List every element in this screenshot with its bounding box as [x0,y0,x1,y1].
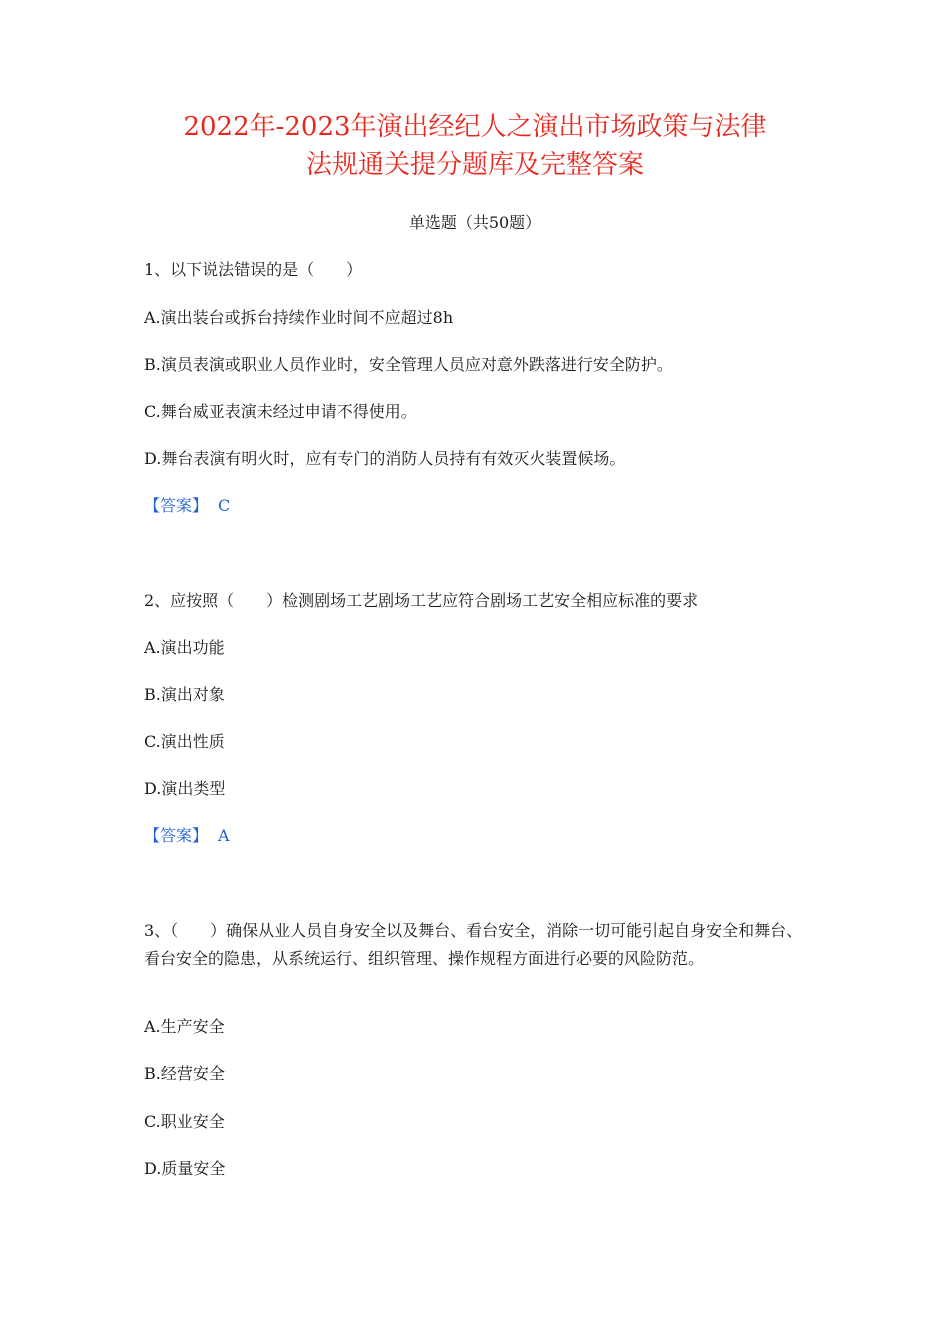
option-b: B.经营安全 [144,1064,225,1083]
section-heading: 单选题（共50题） [408,213,542,232]
question-stem: 1、以下说法错误的是（ ） [144,260,363,279]
option-c: C.舞台威亚表演未经过申请不得使用。 [144,402,417,421]
document-title-line-2: 法规通关提分题库及完整答案 [305,150,644,180]
option-d: D.质量安全 [144,1159,226,1178]
document-title-line-1: 2022年-2023年演出经纪人之演出市场政策与法律 [183,112,767,142]
question-stem: 3、（ ）确保从业人员自身安全以及舞台、看台安全，消除一切可能引起自身安全和舞台、看台安全的隐患，从系统运行、组织管理、操作规程方面进行必要的风险防范。 [144,921,803,968]
answer-label: 【答案】 [144,496,209,515]
option-a: A.演出装台或拆台持续作业时间不应超过8h [144,308,454,327]
option-b: B.演员表演或职业人员作业时，安全管理人员应对意外跌落进行安全防护。 [144,355,673,374]
option-a: A.演出功能 [144,638,225,657]
answer-label: 【答案】 [144,826,209,845]
answer-row [144,493,230,519]
answer-value: C [218,496,231,515]
answer-value: A [218,826,230,845]
option-b: B.演出对象 [144,685,225,704]
option-d: D.演出类型 [144,779,226,798]
option-d: D.舞台表演有明火时，应有专门的消防人员持有有效灭火装置候场。 [144,449,626,468]
option-a: A.生产安全 [144,1017,225,1036]
answer-row [144,823,230,849]
option-c: C.演出性质 [144,732,225,751]
option-c: C.职业安全 [144,1112,225,1131]
question-stem: 2、应按照（ ）检测剧场工艺剧场工艺应符合剧场工艺安全相应标准的要求 [144,591,699,610]
